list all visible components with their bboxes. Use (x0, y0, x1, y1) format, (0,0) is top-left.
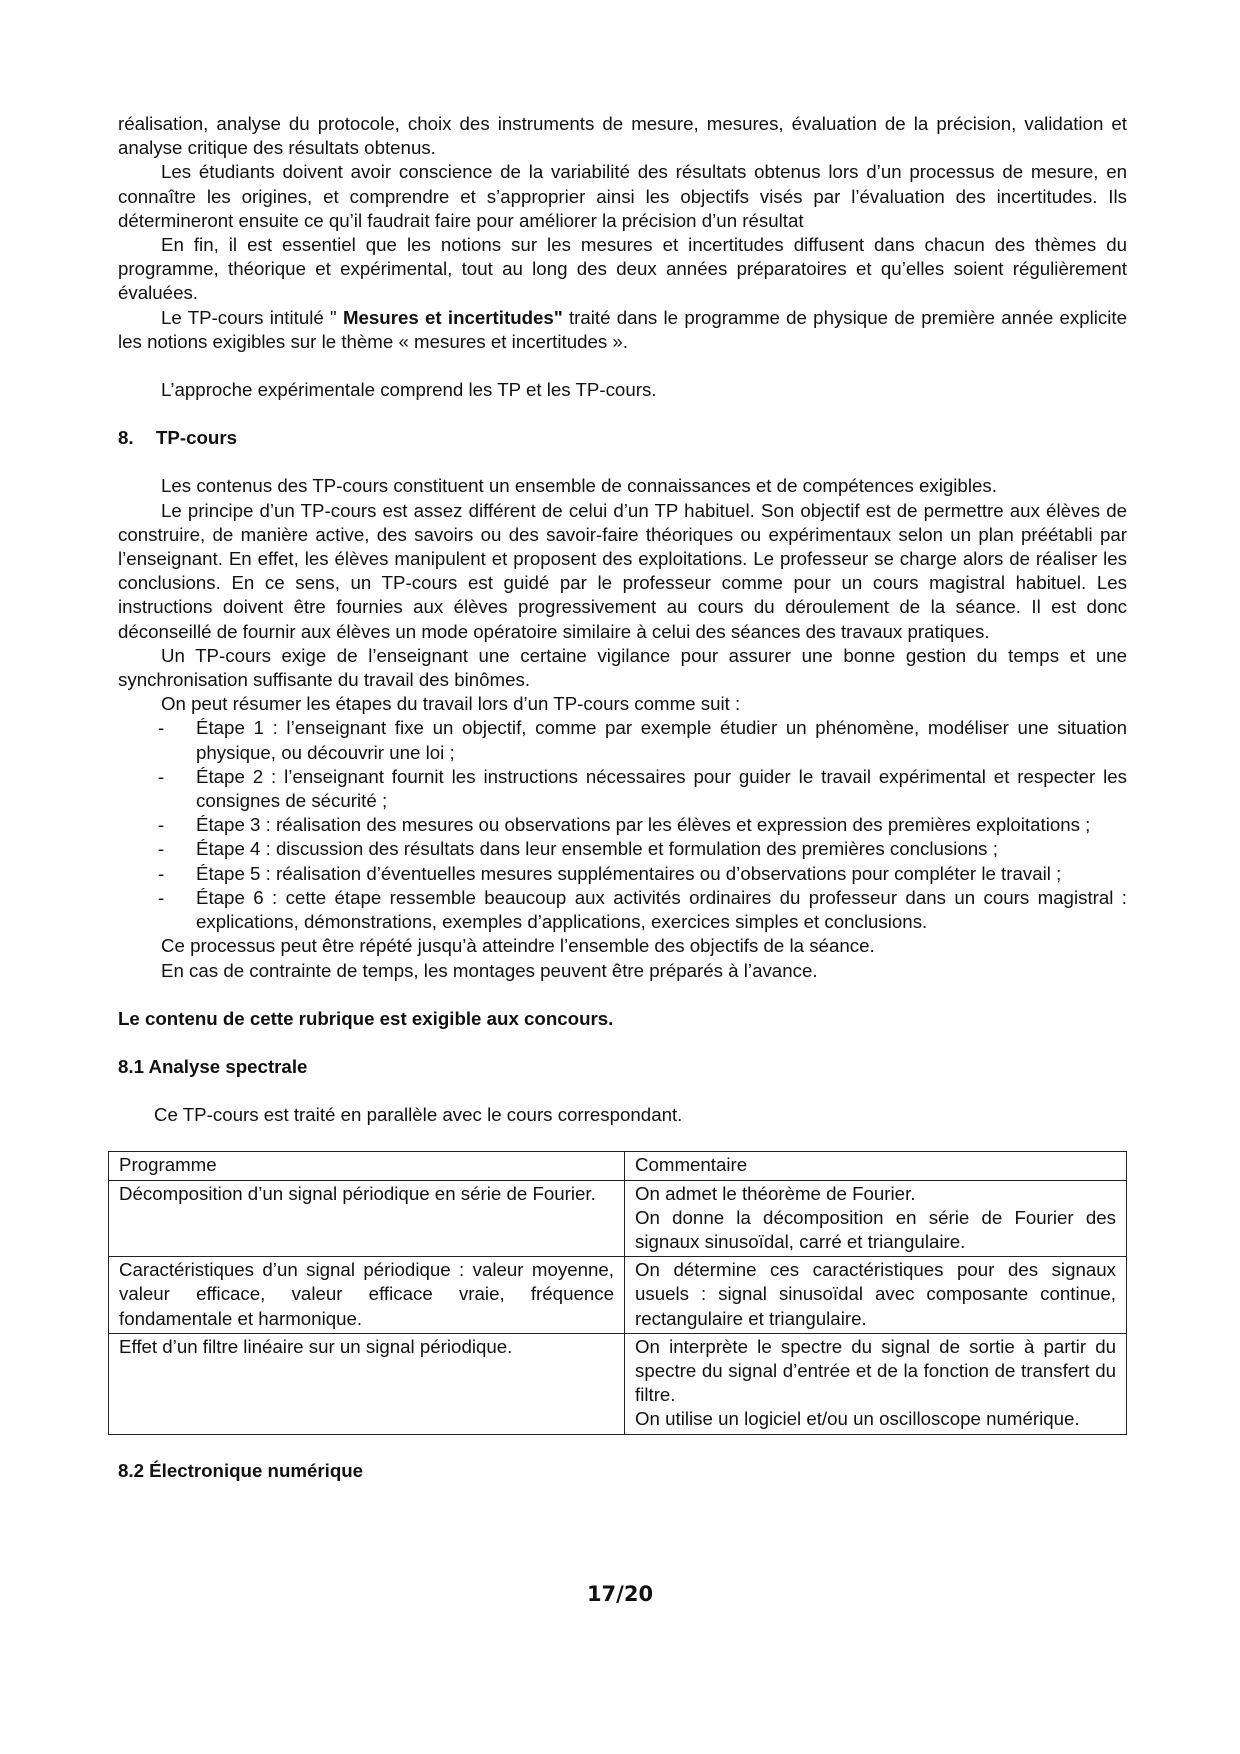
section-8-heading (118, 426, 1127, 450)
list-item: - Étape 2 : l’enseignant fournit les instructions nécessaires pour guider le travail expérimental et respecter les consignes de sécurité ; (158, 765, 1127, 812)
section-8-1-heading: 8.1 Analyse spectrale (118, 1055, 308, 1077)
programme-table (108, 1151, 1127, 1434)
table-row (109, 1257, 1127, 1334)
list-item: - Étape 1 : l’enseignant fixe un objectif, comme par exemple étudier un phénomène, modéliser une situation physique, ou découvrir une loi ; (158, 717, 1127, 763)
page-number: 17/20 (586, 1582, 654, 1606)
document-page (118, 112, 1127, 1483)
table-row (109, 1180, 1127, 1257)
steps-list (118, 716, 1127, 934)
section-8-title: TP-cours (156, 427, 237, 449)
s8-paragraph-5: Ce processus peut être répété jusqu’à atteindre l’ensemble des objectifs de la séance. (161, 935, 875, 957)
intro-paragraph-4 (118, 306, 1127, 354)
exigible-notice: Le contenu de cette rubrique est exigible aux concours. (118, 1007, 614, 1029)
s8-paragraph-3: Un TP-cours exige de l’enseignant une certaine vigilance pour assurer une bonne gestion du temps et une synchronisation suffisante du travail des binômes. (118, 644, 1127, 691)
table-cell-programme: Effet d’un filtre linéaire sur un signal périodique. (109, 1333, 625, 1434)
intro-p4-pre: Le TP-cours intitulé " (161, 306, 343, 328)
table-cell-commentaire: On interprète le spectre du signal de sortie à partir du spectre du signal d’entrée et de la fonction de transfert du filtre. On utilise un logiciel et/ou un oscilloscope numérique. (625, 1333, 1127, 1434)
section-8-number: 8. (118, 427, 134, 449)
intro-paragraph-1: réalisation, analyse du protocole, choix des instruments de mesure, mesures, évaluation de la précision, validation et analyse critique des résultats obtenus. (118, 113, 1127, 159)
table-cell-programme: Décomposition d’un signal périodique en série de Fourier. (109, 1180, 625, 1257)
list-item: - Étape 4 : discussion des résultats dans leur ensemble et formulation des premières conclusions ; (158, 838, 998, 860)
table-cell-commentaire: On détermine ces caractéristiques pour des signaux usuels : signal sinusoïdal avec composante continue, rectangulaire et triangulaire. (625, 1257, 1127, 1334)
intro-p4-post: traité dans le programme de physique de première année explicite les notions exigibles sur le thème « mesures et incertitudes ». (118, 306, 1128, 352)
table-header-commentaire: Commentaire (625, 1152, 1127, 1180)
table-cell-programme: Caractéristiques d’un signal périodique : valeur moyenne, valeur efficace, valeur efficace vraie, fréquence fondamentale et harmonique. (109, 1257, 625, 1334)
list-item: - Étape 6 : cette étape ressemble beaucoup aux activités ordinaires du professeur dans un cours magistral : explications, démonstrations, exemples d’applications, exercices simples et conclusions. (158, 886, 1127, 933)
table-row (109, 1333, 1127, 1434)
table-header-row (109, 1152, 1127, 1180)
s8-paragraph-6: En cas de contrainte de temps, les montages peuvent être préparés à l’avance. (161, 959, 818, 981)
intro-paragraph-3: En fin, il est essentiel que les notions sur les mesures et incertitudes diffusent dans chacun des thèmes du programme, théorique et expérimental, tout au long des deux années préparatoires et qu’elles soient régulièrement évaluées. (118, 234, 1127, 304)
table-header-programme: Programme (109, 1152, 625, 1180)
intro-paragraph-5: L’approche expérimentale comprend les TP et les TP-cours. (161, 379, 657, 401)
list-item: - Étape 5 : réalisation d’éventuelles mesures supplémentaires ou d’observations pour compléter le travail ; (158, 862, 1062, 884)
intro-p4-bold: Mesures et incertitudes" (342, 306, 563, 328)
s8-paragraph-4: On peut résumer les étapes du travail lors d’un TP-cours comme suit : (161, 693, 741, 715)
s81-intro: Ce TP-cours est traité en parallèle avec le cours correspondant. (154, 1104, 683, 1126)
intro-paragraph-2: Les étudiants doivent avoir conscience de la variabilité des résultats obtenus lors d’un processus de mesure, en connaître les origines, et comprendre et s’approprier ainsi les objectifs visés par l’évaluation des incertitudes. Ils détermineront ensuite ce qu’il faudrait faire pour améliorer la précision d’un résultat (118, 161, 1127, 231)
section-8-2-heading: 8.2 Électronique numérique (118, 1459, 364, 1481)
list-item: - Étape 3 : réalisation des mesures ou observations par les élèves et expression des premières exploitations ; (158, 814, 1091, 836)
table-cell-commentaire: On admet le théorème de Fourier. On donne la décomposition en série de Fourier des signaux sinusoïdal, carré et triangulaire. (625, 1180, 1127, 1257)
s8-paragraph-2: Le principe d’un TP-cours est assez différent de celui d’un TP habituel. Son objectif est de permettre aux élèves de construire, de manière active, des savoirs ou des savoir-faire théoriques ou expérimentaux selon un plan préétabli par l’enseignant. En effet, les élèves manipulent et proposent des exploitations. Le professeur se charge alors de réaliser les conclusions. En ce sens, un TP-cours est guidé par le professeur comme pour un cours magistral habituel. Les instructions doivent être fournies aux élèves progressivement au cours du déroulement de la séance. Il est donc déconseillé de fournir aux élèves un mode opératoire similaire à celui des séances des travaux pratiques. (118, 499, 1127, 642)
s8-paragraph-1: Les contenus des TP-cours constituent un ensemble de connaissances et de compétences exigibles. (161, 475, 997, 497)
